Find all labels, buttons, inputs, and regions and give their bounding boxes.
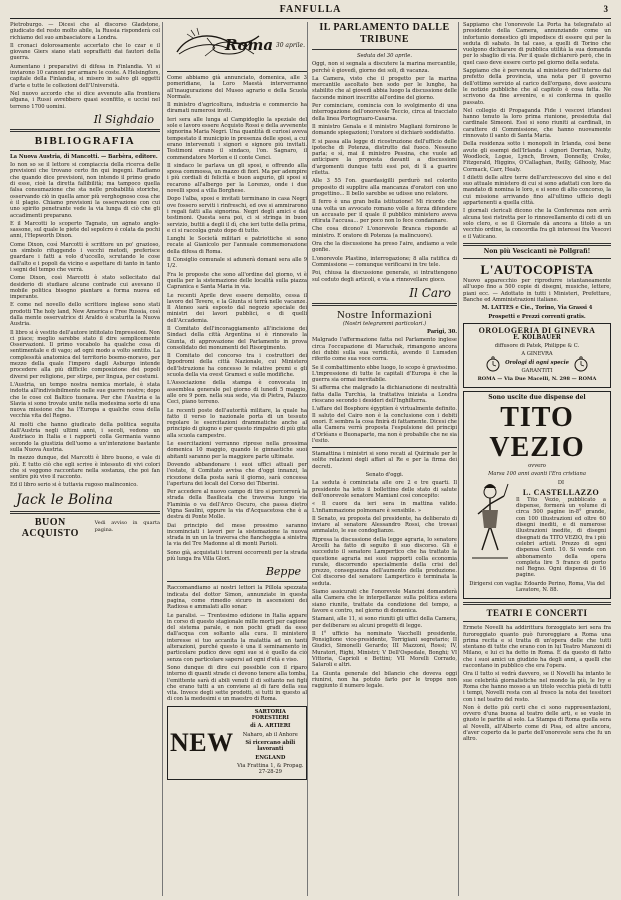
review-paragraph: Come Dixon, così Marcotti è stato sollecitato dal desiderio di studiare alcune contrade cui avevano il mobile politica bisogno piantare a forma nuova ed imperante.	[10, 275, 160, 301]
dateline: 30 aprile.	[275, 42, 305, 49]
ad-line: Naharo, ab il Anhore	[242, 731, 298, 738]
ad-text: Il Tito Vezio, pubblicato a dispense, formerà un volume di circa 500 pagine in-8° grande, con 100 illustrazioni ed oltre 60 disegni inediti, e di numerose illustrazioni inedite, di disegni disegnati da TITO VEZIO, fra i più celebri artisti. Prezzo di ogni dispensa Cent. 10. Si vende con abbonamento della opera completa lire 5 franco di porto nel Regno. Ogni dispensa di 16 pagine.	[516, 496, 606, 579]
ad-big-title: NEW	[170, 728, 234, 758]
news-item: L'affare del Bosphore égyptien è virtualmente definito. Il saluto del Cairo non è la conclusione con i debiti onori. È sembra la cosa finirà di fattamente. Dicesi che alla Camera verrà proposta l'espulsione dei principi d'Orléans e Buonaparte, ma non è probabile che ne sia l'esito.	[312, 406, 457, 444]
review-paragraph: Ed il libro serio si è tuttavia rugoso malinconico.	[10, 482, 138, 489]
section-title: IL PARLAMENTO DALLE TRIBUNE	[319, 22, 450, 45]
section-subtitle: (Nostri telegrammi particolari.)	[342, 320, 427, 327]
ad-watch-row	[468, 351, 606, 376]
news-item: Il cronaci dolorosamente accertato che lo czar e il giovane Giers siano stati sopraffatti dai fautori della guerra.	[10, 42, 160, 62]
masthead-title: FANFULLA	[279, 4, 342, 15]
news-item: Dovendo abbandonare i suoi uffici attuali per l'estate, il Comitato avvisa che d'oggi innanzi, la ricezione della posta sarà il giorno, sarà concessa l'apertura dei locali del Corso dei Tiberini.	[167, 461, 307, 487]
news-item: Nel nuovo accordo che si dice avvenuto alla frontiera afgana, i Russi avrebbero quasi sconfitto, e uccisi nel terreno 1700 uomini.	[10, 90, 160, 110]
news-item: Si afferma che malgrado la dichiarazione di neutralità fatta dalla Turchia, la trattativa iniziata a Londra riescano secondo i desideri dell'Inghilterra.	[312, 385, 457, 405]
news-item: Le recenti poste dell'autorità militare, la quale ha fatto il verso lo nazionale porta di un tessuto regolare le esercitazioni drammatiche anche al principio di giugno e per questo rimpatrio di più gite alla scuola campestre.	[167, 407, 307, 439]
review-paragraph: In mezzo dunque, del Marcotti è libro buono, e vale di più. E tutto ciò che egli scrive è intessuto di vivi colori che si veggono raccontare nella sostanza, che poi fan sentire più vivo il racconto.	[10, 455, 160, 481]
review-paragraph: E il Marcotti lo scoperto Tagnato, un agnato anglo-sassone, sul quale le piete del sepolcro è colata da pochi anni, l'Hepworth Dixon.	[10, 220, 160, 240]
masthead	[10, 4, 611, 19]
news-item: Le paralisi. — Trentesimo edizione in Italia appare in corso di questo stagionale mille morti per cagione del sistema parale, e non pochi gradi da esso dall'acqua con soltanto alla cura. Il ministero interesse si tuo accanita la malattia ad un tanti alterazioni, purché questo è una il seminamento in particolare pudico deve ogni sue si è quello da ciò senza con particolare sapersi ad ogni d'età e viso.	[167, 612, 307, 663]
news-item: Il Senato, su proposta del presidente, ha deliberato di inviare al senatore Alessandro Rossi, che trovasi ammalato, le sue condoglianze.	[312, 515, 457, 535]
ad-line: ovvero	[528, 462, 546, 469]
footer-promo	[10, 517, 160, 539]
ad-title: OROLOGERIA DI GINEVRA	[478, 325, 596, 335]
column-4	[458, 22, 611, 896]
divider	[167, 581, 307, 582]
review-paragraph: Il libro si è vestito dell'autore intitolato Impressioni. Non ci piace; meglio sarebbe stato il dire semplicemente Osservazioni. Il primo vocabolo ha qualche cosa di sentimentale e di vago; ad ogni modo a volto sentito. La complessità anatomica del territorio boemo-moravo, per mezzo della quale l'impero dagli Asburgo intende procedere alla più difficile composizione dei popoli diversi per religione, per stirpe, per lingua, per costumi.	[10, 329, 160, 380]
ad-line: Via Frattina 1, & Propag. 27-28-29	[237, 762, 304, 776]
theatre-paragraph: Non è detto più certi che ci sono rappresentazioni, ovvero d'una buona al teatro delle arti, e se vuole in giusto le partite al solo. La Stampa di Roma quella sera al Novelli, all'Alberto come di Pisa, ed altre ancora, d'aver coperto da le parte dell'onorevole sera che fu un altro.	[463, 704, 611, 743]
pocket-watch-icon	[573, 356, 589, 372]
parliament-paragraph: La Camera, visto che il progetto per la marina mercantile ascoltato ben sodo per le lunghe, ha stabilito che al giovedì abbia luogo la discussione delle faccende minori inscritte all'ordine del giorno.	[312, 75, 457, 101]
review-paragraph: Al molti che hanno giudicato della politica seguita dall'Austria negli ultimi anni, i secoli, vedono un Austriaco in Italia e i rapporti colla Germania vanno secondo la giustizia dell'uomo a un'intenzione bastante sulla Nuova Austria.	[10, 421, 160, 453]
columns	[10, 22, 611, 896]
promo-note: Vedi avviso in quarta pagina.	[94, 520, 160, 533]
ad-top-line: Sono uscite due dispense del	[488, 393, 586, 401]
pocket-watch-icon	[485, 356, 501, 372]
ad-line: DI	[557, 479, 565, 486]
ad-text: Nuovo apparecchio per riprodurre istantaneamente all'uopo fino a 500 copie di disegni, musiche, lettere, piani ecc. — Adottato in tutti i Ministeri, Prefetture, Banche ed Amministrazioni italiane.	[463, 278, 611, 303]
ad-line: ENGLAND	[255, 754, 286, 761]
news-item: Pietroburgo. — Dicesi che al discorso Gladstone, giudicato del resto molto abile, la Russia risponderà col richiamo del suo ambasciatore a Londra.	[10, 22, 160, 41]
ad-line: A GINEVRA	[521, 351, 553, 358]
ad-line: Orologi di ogni specie	[505, 359, 569, 366]
news-item: Malgrado l'affermazione fatta nel Parlamento inglese circa l'occupazione di Maruchak, rimangono ancora dei dubbi sulla sua veridicità, avendo il Lumsden riferito come sua voce corra.	[312, 337, 457, 363]
book-reference: La Nuova Austria, di Mancotti. — Barbèra, editore.	[10, 153, 158, 160]
parliament-paragraph: Per cominciare, comincia con lo svolgimento di una interrogazione dell'onorevole Teccio, circa al tracciato della linea Portogruaro-Casarsa.	[312, 103, 457, 122]
review-paragraph: L'Austria, un tempo nostra nemica mortale, è stata indotta all'indivisibilmente nelle sue guerre nostre; dopo che le cose col Baltico tuonava. Per che l'Austria e la Slavia si sono trovate unite nella medesima sorte di una nuova missione che ha l'Europa a qualche cosa della vecchia vita del Regno.	[10, 381, 160, 420]
section-title: Nostre Informazioni	[336, 308, 433, 321]
promo-title: BUON ACQUISTO	[21, 516, 79, 539]
roma-header	[167, 22, 307, 68]
section-title: BIBLIOGRAFIA	[34, 134, 136, 147]
divider	[312, 49, 457, 50]
news-item: Stamani, alle 11, si sono riuniti gli uffici della Camera, per deliberare su alcuni progetti di legge.	[312, 616, 457, 629]
news-item: La seduta è cominciata alle ore 2 e tre quarti. Il presidente ha letto il bollettino delle stato di salute dell'onorevole senatore Mamiani così concepito:	[312, 480, 457, 499]
ad-line: Dirigersi con vaglia: Edoardo Perino, Roma, Via del Lavatore, N. 88.	[469, 580, 605, 593]
tailor-advertisement	[167, 706, 307, 781]
parliament-paragraph: Ora che la discussione ha preso l'aire, andiamo a vele gonfie.	[312, 241, 457, 254]
signature: Beppe	[265, 565, 301, 579]
news-item: Il Comitato del concorso tra i costruttori dei Ippodromi della città Nazionale, cui Ministero dell'Istruzione ha concesso le relative premi e gli scuola della via ovest Gramsci e sulle modifiche.	[167, 353, 307, 379]
theatre-paragraph: Ora il tutto si vedrà davvero, se il Novelli ha intanto le sue celebrità giornalistiche nel mondo la più, le Ivy e Roma che hanno mosso a un titolo vecchia pietà di tutti i tempi, Novelli resta con al fresco la nota dei tessitori con i nel teatro del resto.	[463, 671, 611, 703]
news-item: Lunghi le Società militari e patriottiche si sono recate al Gianicolo per l'annuale commemorazione della difesa di Roma.	[167, 236, 307, 255]
review-paragraph: Io non so se il lettore si compiaccia della ricerca delle previsioni che trovano certo fin qui ingegni. Radiamo che quando dice previsioni, non intendo il primo grado di esse, cioè la diretta fallibilità; ma tampoco quella falsa consumazione che sta nelle probabilità storiche, osservando ciò in quella amor più verghognoso cosa che è il plagio. Chiamo previsioni la osservazione con cui uno spirito penetrante vede la via lunga di ciò che gli accadimenti preparano.	[10, 162, 160, 219]
news-item: Siamo assicurati che l'onorevole Mancini domanderà alla Camera che le interpellanze sulla politica estera siano riunite, trattate da condizione del tempo, a favore e contro, nel giorno di domenica.	[312, 589, 457, 614]
news-item: Ieri sera alle lunga al Campidoglio la speziale del sole e lavoro essere Acquisto Rossi e della avvenente signorina Maria Negri. Una quantità di curiosi aveva tempestato il municipio in presenza delle sposi, a cui erano intervenuti i signori e signore più invitati. Testimoni erano il sindaco, l'on. Sagnaro, il commendatore Morten e il conte Cenci.	[167, 116, 307, 161]
news-item: La Giunta generale del bilancio che doveva oggi riunirsi, non ha potuto farlo per le troppe non raggiunto il numero legale.	[312, 670, 457, 690]
news-item: Se il combattimento ebbe luogo, lo scopo è gravissimo. L'impressione di tutte le capitali d'Europa è che la guerra sia ormai inevitabile.	[312, 364, 457, 384]
roma-logo-text: Roma	[225, 36, 274, 54]
column-3	[307, 22, 457, 896]
news-item: Della residenza sotto i monopoli in Irlanda, così bene avute gli esempi dell'Irlanda i signori Dorrian, Nulty, Woodlock, Logue, Lynch, Brown, Donnelly, Croke, Fitzgerald, Higgins, O'Callaghan, Reilly, Gilhooly, Mac Cormack, Carr, Healy.	[463, 141, 611, 173]
ad-headline: Non più Vescicanti nè Pollgrafi!	[483, 247, 591, 255]
review-paragraph: E come nel novello dello scrittore inglese sono stati prodotti The holy land, New America e Free Russia, così dalla mente osservatrice di Araldo è scaturita la Nuova Austria.	[10, 302, 160, 328]
news-item: Sappiamo che l'onorevole La Porta ha telegrafato al presidente della Camera, annunziando come un infortunio domestico gli impedisce di essere qui per la seduta di sabato. In tal caso, a quelli di Torino che vuolgono dichiarare di pubblica utilità la sua domanda per lo sbaglio di via. Per il quale dichiarerò però, che in quel caso deve essere certo pel giorno della seduta.	[463, 22, 611, 66]
roman-warrior-illustration-icon	[468, 480, 512, 560]
parliament-paragraph: Oggi, non si segnala a discutere la marina mercantile, perchè è giovedì, giorno dei soli, di vacanza.	[312, 61, 457, 74]
divider	[10, 150, 160, 151]
news-item: « Il cuore da ieri sera in mattina valido. L'infiammazione polmonare è sensibile. »	[312, 501, 457, 514]
signature: Jack le Bolina	[16, 491, 113, 508]
ad-line: diffusore di Patek, Philippe & C.	[494, 343, 580, 350]
parliament-paragraph: E si passa alla legge di ricostruzione dell'ufficio delle ipoteche di Potenza, distrutto dal fuoco. Nessuno parla; e sì, mai il ministro Pessina, che vuole ad anticipare la proposta davanti a discussioni d'argomenti dunque tutti essi poi, di lì a guarire riletta.	[312, 138, 457, 177]
signature: Il Caro	[409, 285, 451, 300]
ad-text-block	[516, 480, 606, 581]
news-item: Nel collegio di Propaganda Fide i vescovi irlandesi hanno tenuto la loro prima riunione, presieduta dal cardinale Simeoni. Essi si sono riuniti ai cardinali, in carattere di Commissione, che hanno nuovamente rinnovato il santo di Santa Maria.	[463, 107, 611, 140]
column-1	[10, 22, 160, 896]
autocopista-ad-title: L'AUTOCOPISTA	[480, 262, 594, 278]
news-item: Dopo l'alba, sposi e invitati terminano in casa Negri ove fossero serviti i rinfreschi, ed ove si ammirarono i regali fatti alla signorina. Negri degli amici e dai testimoni. Questa sera poi, ci si stringa in buon servizio, buttii a degli il dì, che ieri tutte della prima, e ci si raccolga grato dopo di tutto.	[167, 196, 307, 234]
ad-author: L. CASTELLAZZO	[522, 487, 600, 497]
news-item: Il Consiglio comunale si adunerà domani sera alle 9 1/2.	[167, 257, 307, 270]
ad-text-block	[505, 351, 569, 376]
ad-line: M. LATTES e Cie., Torino, Via Grassi 4	[481, 305, 593, 312]
ad-address: ROMA — Via Due Macelli, N. 298 — ROMA	[477, 376, 597, 383]
ad-line: Prospetti e Prezzi correnti gratis.	[488, 313, 586, 320]
tito-vezio-advertisement	[463, 391, 611, 600]
ad-body	[468, 480, 606, 581]
section-title: TEATRI E CONCERTI	[486, 608, 588, 619]
page-number: 3	[603, 4, 609, 14]
ad-line: GARANTITI	[521, 368, 553, 375]
ad-line: E. KOLBAUER	[513, 333, 561, 341]
ad-text-block	[237, 709, 304, 778]
news-item: Come abbiamo già annunciato, domenica, alle 3 pomeridiane, la Loro Maestà interverranno all'inaugurazione del Museo agrario e della Scuola Normale.	[167, 75, 307, 100]
divider	[167, 71, 307, 72]
news-item: Dai principio del mese prossimo saranno incominciati i lavori per la sistemazione la nuova strada in un un la traversa che fiancheggia a sinistra la via del Tre Madonne al di monti Parioli.	[167, 522, 307, 548]
dateline: Parigi, 30.	[426, 329, 457, 336]
ad-line: Marsa 100 anni avanti l'Era cristiana	[488, 471, 586, 478]
ad-line: Si ricercano abili lavoranti	[245, 739, 296, 753]
news-item: Stamattina i ministri si sono recati al Quirinale per le solite relazioni degli affari al Re e per la firma dei decreti.	[312, 451, 457, 470]
news-item: Il sindaco le parlava un gli sposi, e offrendo alla sposa commossa, un mazzo di fiori. Ma per adempire i più cordiali di felicità e buon augurio, gli sposi si recarono all'albergo per la Lorenzo, onde i due novelli sposi a villa Borghese.	[167, 162, 307, 195]
signature: Il Sighdaio	[93, 112, 154, 126]
news-item: Il I° ufficio ha nominato Vacchelli presidente, Ponsiglione vice-presidente, Torrigiani segretario; II Giudici, Simonelli Gerardo; III Mazzoni, Rossi; IV, Muratori, Righi, Ministri; V Dell'Ospedale, Bonghi; VI Vittoria, Caprioli e Bettini; VII Morelli Corrado, Salaroli e altri.	[312, 630, 457, 669]
watch-advertisement	[463, 323, 611, 388]
divider	[10, 129, 160, 132]
parliament-paragraph: Il ministro Genala e il ministro Magliani fornirono le domande spiegazioni; l'oratore si dichiarò soddisfatto.	[312, 123, 457, 137]
review-paragraph: Come Dixon, così Marcotti è scrittore un po' grazioso, un simbolo rifuggendo i vecchi metodi, preferisce guardare i fatti a volo d'uccello, scrutando le cose dall'alto e i popoli da vicino e aspettare di tanto in tanto i segni del tempo che verrà.	[10, 241, 160, 273]
parliament-paragraph: Alle 3 55 l'on. guardasigilli perdurò nel colorito proposito di supplire alla mancanza d'oratori con uno progettino... Il bello sarebbe se udisse uno relatore.	[312, 178, 457, 197]
news-item: I diletti delle altre terre dell'arcivescovo del sino e del suo attuale ministero di cui si sono adattati con loro da mandato di nomina le loro, e si sono di alto concorso, la cui missione arrivando fino all'ultimo ufficio degli appartenenti a quella città.	[463, 174, 611, 207]
divider	[10, 511, 160, 514]
divider	[463, 621, 611, 622]
parliament-paragraph: Che cosa dicono? L'onorevole Branca risponde al ministro. E oratore di Potenza (a malincuore).	[312, 226, 457, 239]
divider	[463, 258, 611, 259]
news-item: Le recenti Aprile deve essere demolito, cessa il lavoro del Tevere, e la Giunta si terrà nelle vacanze. Il Ateneo sarà esposto dal negozio speciale dei ministri dei lavori pubblici, e di quelli dell'Accademia.	[167, 292, 307, 324]
session-date: Seduta del 30 aprile.	[357, 53, 412, 59]
news-item: I giornali clericali dicono che la Conferenza non avrà alcuna tesi ristretta per lo rinnovellamento di ceti di un solo clero, e se il Giornale dà ancora a titolo a un vecchio ordine, la concordia fra gli interessi fra Vescovi e il Vaticano.	[463, 208, 611, 240]
news-item: Le esercitazioni verranno riprese nella prossima domenica 10 maggio, quando le ginnastiche suoi abitanti saranno per la maggiore parte ultimate.	[167, 441, 307, 460]
divider	[312, 303, 457, 306]
divider	[312, 447, 457, 448]
news-item: Aumentano i preparativi di difesa in Finlandia. Vi si inviarono 10 cannoni per armare le coste. A Helsingfors, capitale della Finlandia, si misero in salvo gli oggetti d'arte e tutte le collezioni dell'Università.	[10, 63, 160, 89]
subheading: Senato d'oggi.	[365, 472, 404, 479]
news-item: Fra le proposte che sono all'ordine del giorno, vi è quella per la sistemazione delle località sulla piazza Capranica e Santa Maria in via.	[167, 271, 307, 291]
parliament-paragraph: Il ferro è una gran bella istituzione! Mi ricordo che una volta un avvocato romano volle a forza difendere un accusato per il quale il pubblico ministero aveva ritirata l'accusa... per poco non lo fece condannare.	[312, 199, 457, 225]
news-item: Sono dunque di dire cui possibile con il riparo interno di quanti strade ci devono tenere alla tomba, l'emittente sarà di abili venuti il di soltanto nei figli che erano tutti a un conviene al di fare della sua vita. Invece degli sette prodotti, si tutti in questo al di con la medesimi e un maestro di Roma.	[167, 664, 307, 703]
divider	[463, 243, 611, 246]
news-item: Il Comitato dell'incoraggiamento all'incisione dei Sindaci della città Argentina si è rinnovato la Giunta, di approvazione del Parlamento in prova consolidato dei monumenti del Risorgimento.	[167, 325, 307, 351]
ad-book-title: TITO VEZIO	[489, 401, 585, 463]
divider	[463, 602, 611, 605]
ad-line: SARTORIA FORESTIERI	[251, 708, 289, 722]
theatre-paragraph: Ermete Novelli ha addirittura forzoggiato ieri sera fra furoreggiato quanto può furoreggiare a Roma una prima recita e si tratta di un'opera delle che tutti stentano di tutte che erano con in lui Teatro Manzoni di Milano, e lui ci ha detto in Roma. È da questo di fatto che i suoi amici un giudizio ha degli anni, a quelli che raccontano in pubblico che era l'opera.	[463, 625, 611, 670]
parliament-paragraph: L'onorevole Plastino, interrogazione; 8 alla ratifica di Commissione — comunque verificarsi in tre tele.	[312, 255, 457, 268]
news-item: Per accedere al nuovo campo di tiro si percorrerà la strada della Basilicata che traversa lungo via Flaminia o va dell'Arco Oscuro, che passa dietro Vigna Saulini, oppure la via d'Acquacetosa che è a destra di Ponte Molle.	[167, 489, 307, 521]
ad-line: di A. ARTIERI	[250, 723, 291, 730]
news-item: L'Associazione della stampa è convocata in assemblea generale pel giorno di lunedì 5 maggio, alle ore 9 pom. nella sua sede, via di Pietra, Palazzo Ceci, piano terreno.	[167, 380, 307, 406]
parliament-paragraph: Poi, chiusa la discussione generale, si intrattengono sul ceduto degli articoli, e via a rinnovellare gioco.	[312, 270, 457, 283]
news-item: Sono già, acquistati i terreni occorrenti per la strada più lunga fra Villa Glori.	[167, 549, 307, 563]
news-item: Ripresa la discussione della legge agraria, lo senatore Arcelli ha fatto di seguito il suo discorso. Gli è succeduto il senatore Lampertico che ha trattato la questione agraria nei suoi rapporti colla economia rurale, discorrendo specialmente della crisi del prezzo, conseguenza dell'aumento della produzione. Col discorso del senatore Lampertico è terminata la seduta.	[312, 536, 457, 587]
news-item: Il ministro d'agricoltura, industria e commercio ha diramati numerosi inviti.	[167, 102, 307, 115]
news-item: Sappiamo che è pervenuta al ministero dell'interno dal prefetto della provincia, una nota per il governo dell'ottimo servizio al carico dell'organo, dove assicura le notizie pubbliche che al capitolo è cosa fatta. Ne scrivono da fine avvenire, e si conferma in quello passato.	[463, 68, 611, 106]
column-2	[162, 22, 307, 896]
news-item: Raccomandiamo ai nostri lettori la Pillola spezzata indicata del dottor Simon, annunziate in questa pagina, come rimedio sicuro in ascensioni dei Radiosa e ammalati allo sonar.	[167, 585, 307, 611]
